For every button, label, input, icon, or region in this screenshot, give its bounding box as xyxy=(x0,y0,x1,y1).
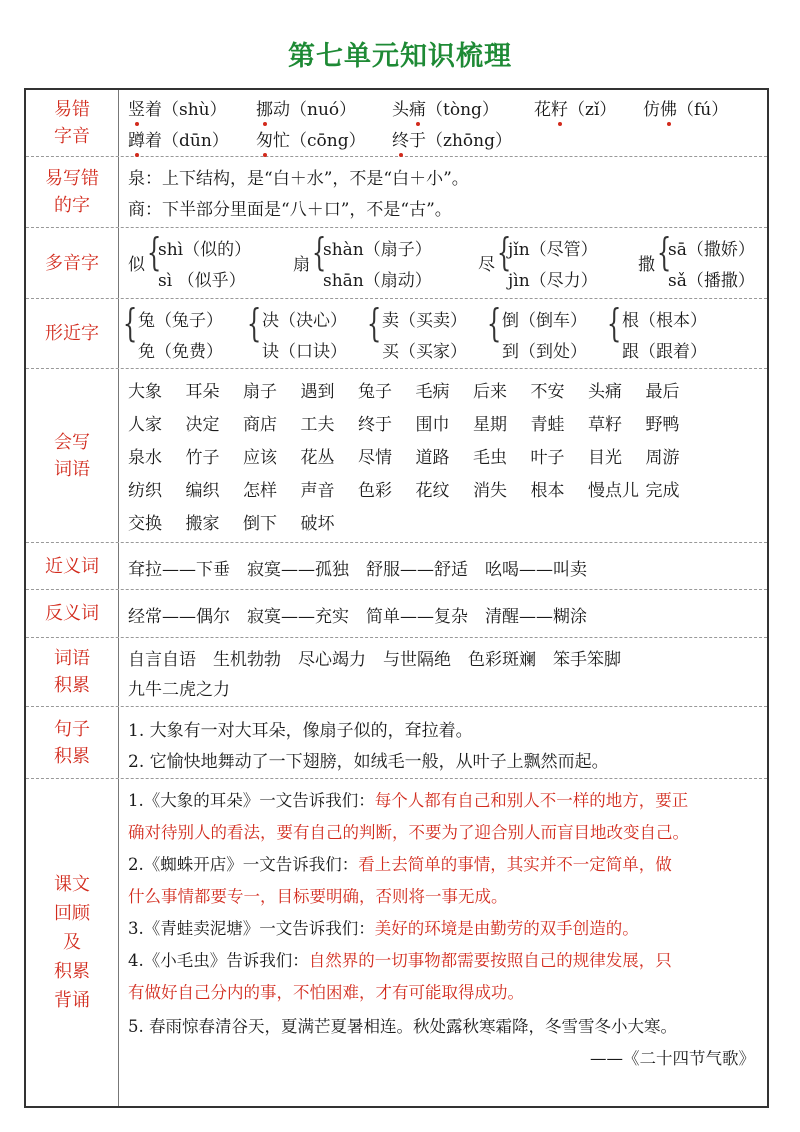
duoyin-reading: jǐn（尽管） xyxy=(508,240,598,260)
huixie-word: 编织 xyxy=(185,481,220,501)
row-xingjin xyxy=(26,299,767,369)
xingjin-group xyxy=(248,299,368,369)
label-huixie: 会写 词语 xyxy=(26,369,119,542)
yicuo-prefix: 花 xyxy=(534,100,551,120)
huixie-word: 野鸭 xyxy=(645,415,680,435)
xingjin-content xyxy=(122,299,759,368)
page-title: 第七单元知识梳理 xyxy=(288,41,512,72)
huixie-word: 尽情 xyxy=(358,448,392,468)
duoyin-reading: shān（扇动） xyxy=(323,271,432,291)
yicuo-item xyxy=(534,95,616,120)
label-juzi: 句子 积累 xyxy=(26,707,119,778)
huixie-word: 青蛙 xyxy=(530,415,565,435)
huixie-word: 毛病 xyxy=(415,382,450,402)
duoyin-content xyxy=(128,228,759,298)
xingjin-item: 跟（跟着） xyxy=(622,342,707,362)
yicuo-item xyxy=(392,126,512,151)
kewen-p3-line xyxy=(128,915,639,939)
xingjin-item: 免（免费） xyxy=(138,342,223,362)
jinyi-content xyxy=(128,543,759,589)
yicuo-item xyxy=(128,126,229,151)
kewen-p2-line1 xyxy=(128,851,672,875)
huixie-word: 泉水 xyxy=(128,448,162,468)
duoyin-char: 扇 xyxy=(293,255,310,275)
yicuo-item xyxy=(256,126,366,151)
label-ciyu: 词语 积累 xyxy=(26,638,119,706)
yicuo-key-char: 匆 xyxy=(256,131,273,151)
huixie-word: 工夫 xyxy=(300,415,335,435)
xingjin-group xyxy=(124,299,244,369)
huixie-content xyxy=(128,369,759,542)
huixie-word: 遇到 xyxy=(300,382,335,402)
kewen-p1-line2: 确对待别人的看法，要有自己的判断，不要为了迎合别人而盲目地改变自己。 xyxy=(128,823,689,842)
xingjin-group xyxy=(608,299,728,369)
yicuo-key-char: 终 xyxy=(392,131,409,151)
huixie-word: 花纹 xyxy=(415,481,450,501)
brace-icon: { xyxy=(366,301,382,345)
row-kewen xyxy=(26,779,767,1106)
huixie-word: 最后 xyxy=(645,382,680,402)
huixie-word: 扇子 xyxy=(243,382,277,402)
row-yixie xyxy=(26,157,767,228)
yicuo-prefix: 头 xyxy=(392,100,409,120)
huixie-word: 道路 xyxy=(415,448,450,468)
huixie-word: 大象 xyxy=(128,382,162,402)
jinyi-line: 耷拉——下垂 寂寞——孤独 舒服——舒适 吆喝——叫卖 xyxy=(128,560,587,580)
kewen-p2-head: 2.《蜘蛛开店》一文告诉我们： xyxy=(128,855,359,874)
duoyin-reading: sì （似乎） xyxy=(158,271,246,291)
huixie-word: 兔子 xyxy=(358,382,392,402)
fanyi-content xyxy=(128,590,759,637)
row-juzi xyxy=(26,707,767,779)
huixie-word: 不安 xyxy=(530,382,565,402)
huixie-word: 倒下 xyxy=(243,514,277,534)
yixie-line: 泉：上下结构，是“白＋水”，不是“白＋小”。 xyxy=(128,169,469,189)
yicuo-key-char: 竖 xyxy=(128,100,145,120)
juzi-content xyxy=(128,707,759,778)
yicuo-key-char: 籽 xyxy=(551,100,568,120)
kewen-p1-line1 xyxy=(128,787,688,811)
huixie-word: 终于 xyxy=(358,415,392,435)
huixie-word: 纺织 xyxy=(128,481,162,501)
brace-icon: { xyxy=(656,230,672,274)
kewen-p4-red: 自然界的一切事物都需要按照自己的规律发展，只 xyxy=(308,951,672,970)
huixie-word: 目光 xyxy=(588,448,622,468)
xingjin-item: 诀（口诀） xyxy=(262,342,347,362)
kewen-p5-source: ——《二十四节气歌》 xyxy=(590,1049,755,1068)
yicuo-pinyin: 着（shù） xyxy=(145,100,227,120)
duoyin-group xyxy=(293,228,458,298)
duoyin-reading: sā（撒娇） xyxy=(668,240,755,260)
label-kewen: 课文 回顾 及 积累 背诵 xyxy=(26,779,119,1106)
xingjin-item: 决（决心） xyxy=(262,311,347,331)
huixie-word: 竹子 xyxy=(185,448,220,468)
duoyin-reading: jìn（尽力） xyxy=(508,271,598,291)
huixie-word: 星期 xyxy=(473,415,507,435)
duoyin-char: 尽 xyxy=(478,255,495,275)
xingjin-item: 买（买家） xyxy=(382,342,467,362)
yixie-line: 商：下半部分里面是“八＋口”，不是“古”。 xyxy=(128,200,452,220)
juzi-line: 2. 它愉快地舞动了一下翅膀，如绒毛一般，从叶子上飘然而起。 xyxy=(128,752,609,772)
kewen-p2-red: 看上去简单的事情，其实并不一定简单，做 xyxy=(358,855,672,874)
yicuo-item xyxy=(392,95,499,120)
brace-icon: { xyxy=(122,301,138,345)
row-jinyi xyxy=(26,543,767,590)
fanyi-line: 经常——偶尔 寂寞——充实 简单——复杂 清醒——糊涂 xyxy=(128,607,587,627)
kewen-p4-line2: 有做好自己分内的事，不怕困难，才有可能取得成功。 xyxy=(128,983,524,1002)
huixie-word: 根本 xyxy=(530,481,565,501)
label-xingjin: 形近字 xyxy=(26,299,119,368)
huixie-word: 商店 xyxy=(243,415,277,435)
juzi-line: 1. 大象有一对大耳朵，像扇子似的，耷拉着。 xyxy=(128,721,473,741)
kewen-p1-head: 1.《大象的耳朵》一文告诉我们： xyxy=(128,791,375,810)
row-huixie xyxy=(26,369,767,543)
yicuo-pinyin: （tòng） xyxy=(426,100,499,120)
huixie-word: 围巾 xyxy=(415,415,450,435)
huixie-word: 耳朵 xyxy=(185,382,220,402)
ciyu-content xyxy=(128,638,759,706)
xingjin-item: 卖（买卖） xyxy=(382,311,467,331)
huixie-word: 完成 xyxy=(645,481,680,501)
kewen-p5-line: 5. 春雨惊春清谷天，夏满芒夏暑相连。秋处露秋寒霜降，冬雪雪冬小大寒。 xyxy=(128,1017,677,1036)
brace-icon: { xyxy=(606,301,622,345)
label-yicuo: 易错 字音 xyxy=(26,90,119,156)
yicuo-item xyxy=(643,95,728,120)
row-duoyin xyxy=(26,228,767,299)
huixie-word: 色彩 xyxy=(358,481,392,501)
yicuo-pinyin: （fú） xyxy=(677,100,729,120)
kewen-p2-line2: 什么事情都要专一，目标要明确，否则将一事无成。 xyxy=(128,887,508,906)
brace-icon: { xyxy=(146,230,162,274)
kewen-p3-red: 美好的环境是由勤劳的双手创造的。 xyxy=(374,919,639,938)
xingjin-item: 倒（倒车） xyxy=(502,311,587,331)
huixie-word: 毛虫 xyxy=(473,448,507,468)
row-ciyu xyxy=(26,638,767,707)
huixie-word: 应该 xyxy=(243,448,277,468)
huixie-word: 人家 xyxy=(128,415,162,435)
huixie-word: 头痛 xyxy=(588,382,622,402)
huixie-word: 破坏 xyxy=(300,514,335,534)
huixie-word: 决定 xyxy=(185,415,220,435)
huixie-word: 花丛 xyxy=(300,448,335,468)
yicuo-pinyin: 忙（cōng） xyxy=(273,131,366,151)
huixie-word: 交换 xyxy=(128,514,162,534)
ciyu-line: 九牛二虎之力 xyxy=(128,680,230,700)
kewen-content xyxy=(128,779,759,1106)
label-yixie: 易写错 的字 xyxy=(26,157,119,227)
duoyin-reading: shì（似的） xyxy=(158,240,252,260)
xingjin-item: 到（到处） xyxy=(502,342,587,362)
yixie-content xyxy=(128,157,759,227)
yicuo-prefix: 仿 xyxy=(643,100,660,120)
huixie-word: 消失 xyxy=(473,481,507,501)
xingjin-group xyxy=(368,299,488,369)
duoyin-reading: shàn（扇子） xyxy=(323,240,432,260)
duoyin-reading: sǎ（播撒） xyxy=(668,271,755,291)
duoyin-char: 撒 xyxy=(638,255,655,275)
duoyin-char: 似 xyxy=(128,255,145,275)
duoyin-group xyxy=(478,228,643,298)
label-fanyi: 反义词 xyxy=(26,590,119,637)
yicuo-pinyin: 于（zhōng） xyxy=(409,131,512,151)
huixie-word: 慢点儿 xyxy=(588,481,639,501)
yicuo-pinyin: 动（nuó） xyxy=(273,100,357,120)
brace-icon: { xyxy=(496,230,512,274)
yicuo-content xyxy=(128,90,759,156)
row-fanyi xyxy=(26,590,767,638)
huixie-word: 周游 xyxy=(645,448,680,468)
yicuo-pinyin: 着（dūn） xyxy=(145,131,229,151)
knowledge-table xyxy=(24,88,769,1108)
duoyin-group xyxy=(638,228,800,298)
kewen-p4-line1 xyxy=(128,947,672,971)
ciyu-line: 自言自语 生机勃勃 尽心竭力 与世隔绝 色彩斑斓 笨手笨脚 xyxy=(128,650,621,670)
brace-icon: { xyxy=(311,230,327,274)
duoyin-group xyxy=(128,228,293,298)
xingjin-item: 根（根本） xyxy=(622,311,707,331)
kewen-p4-head: 4.《小毛虫》告诉我们： xyxy=(128,951,309,970)
yicuo-pinyin: （zǐ） xyxy=(568,100,617,120)
brace-icon: { xyxy=(486,301,502,345)
huixie-word: 叶子 xyxy=(530,448,565,468)
huixie-word: 搬家 xyxy=(185,514,220,534)
yicuo-key-char: 痛 xyxy=(409,100,426,120)
huixie-word: 后来 xyxy=(473,382,507,402)
label-jinyi: 近义词 xyxy=(26,543,119,589)
yicuo-key-char: 蹲 xyxy=(128,131,145,151)
xingjin-item: 兔（兔子） xyxy=(138,311,223,331)
brace-icon: { xyxy=(246,301,262,345)
yicuo-item xyxy=(128,95,227,120)
huixie-word: 怎样 xyxy=(243,481,277,501)
yicuo-item xyxy=(256,95,356,120)
kewen-p3-head: 3.《青蛙卖泥塘》一文告诉我们： xyxy=(128,919,375,938)
label-duoyin: 多音字 xyxy=(26,228,119,298)
yicuo-key-char: 挪 xyxy=(256,100,273,120)
huixie-word: 草籽 xyxy=(588,415,622,435)
kewen-p1-red: 每个人都有自己和别人不一样的地方，要正 xyxy=(374,791,689,810)
row-yicuo xyxy=(26,90,767,157)
huixie-word: 声音 xyxy=(300,481,335,501)
yicuo-key-char: 佛 xyxy=(660,100,677,120)
xingjin-group xyxy=(488,299,608,369)
